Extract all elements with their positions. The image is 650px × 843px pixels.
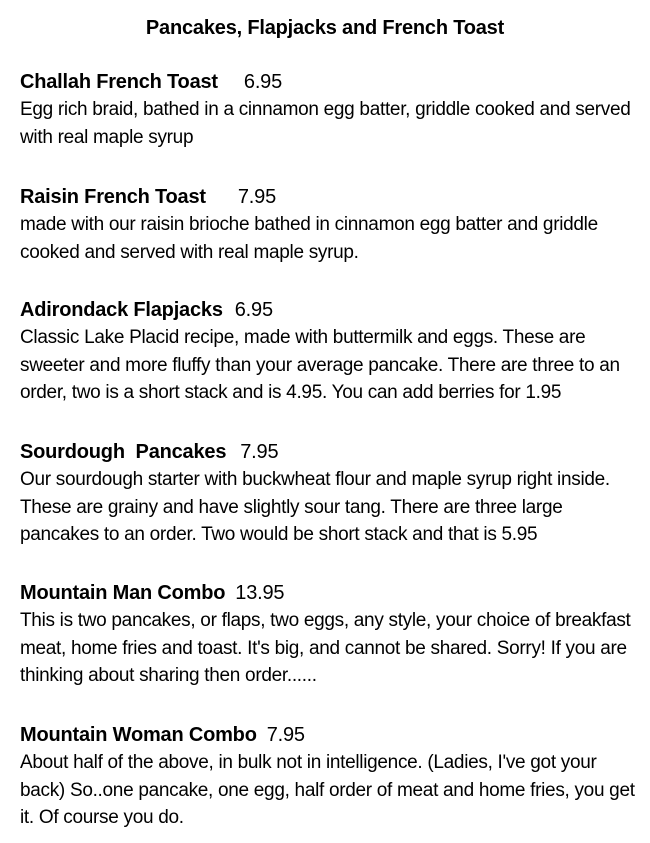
menu-item-description: Our sourdough starter with buckwheat flour and maple syrup right inside. These are grainy and have slightly sour tang. There are three large pancakes to an order. Two would be short stack and that is 5.95 [20,469,610,545]
menu-title: Pancakes, Flapjacks and French Toast [145,17,505,39]
menu-item [20,580,645,690]
menu-item-name: Challah French Toast [20,71,218,93]
menu-item [20,184,645,266]
menu-item-price: 7.95 [266,724,305,746]
menu-item-header [20,297,645,324]
menu-item-header [20,184,645,211]
menu-item-description: Egg rich braid, bathed in a cinnamon egg batter, griddle cooked and served with real maple syrup [20,99,631,148]
menu-item [20,69,645,151]
menu-item-price: 13.95 [235,582,285,604]
menu-item-price: 7.95 [240,441,279,463]
menu-item-price: 7.95 [237,186,277,208]
menu-item-header [20,722,645,749]
menu-item-header [20,69,645,96]
menu-item-name: Mountain Woman Combo [20,724,257,746]
menu-item-price: 6.95 [243,71,283,93]
menu-item-price: 6.95 [234,299,273,321]
menu-item-name: Mountain Man Combo [20,582,226,604]
menu-item-description: This is two pancakes, or flaps, two eggs, any style, your choice of breakfast meat, home fries and toast. It's big, and cannot be shared. Sorry! If you are thinking about sharing then order...... [20,610,631,686]
menu-item-name: Raisin French Toast [20,186,206,208]
menu-item-name: Sourdough Pancakes [20,441,227,463]
menu-item-header [20,580,645,607]
menu-item-description: made with our raisin brioche bathed in cinnamon egg batter and griddle cooked and served with real maple syrup. [20,214,598,263]
menu-item [20,722,645,832]
menu-item-description: About half of the above, in bulk not in intelligence. (Ladies, I've got your back) So..one pancake, one egg, half order of meat and home fries, you get it. Of course you do. [20,752,635,828]
menu-item-description: Classic Lake Placid recipe, made with buttermilk and eggs. These are sweeter and more fluffy than your average pancake. There are three to an order, two is a short stack and is 4.95. You can add berries for 1.95 [20,327,620,403]
menu-item-header [20,439,645,466]
menu-item [20,297,645,407]
menu-item [20,439,645,549]
menu-item-name: Adirondack Flapjacks [20,299,223,321]
